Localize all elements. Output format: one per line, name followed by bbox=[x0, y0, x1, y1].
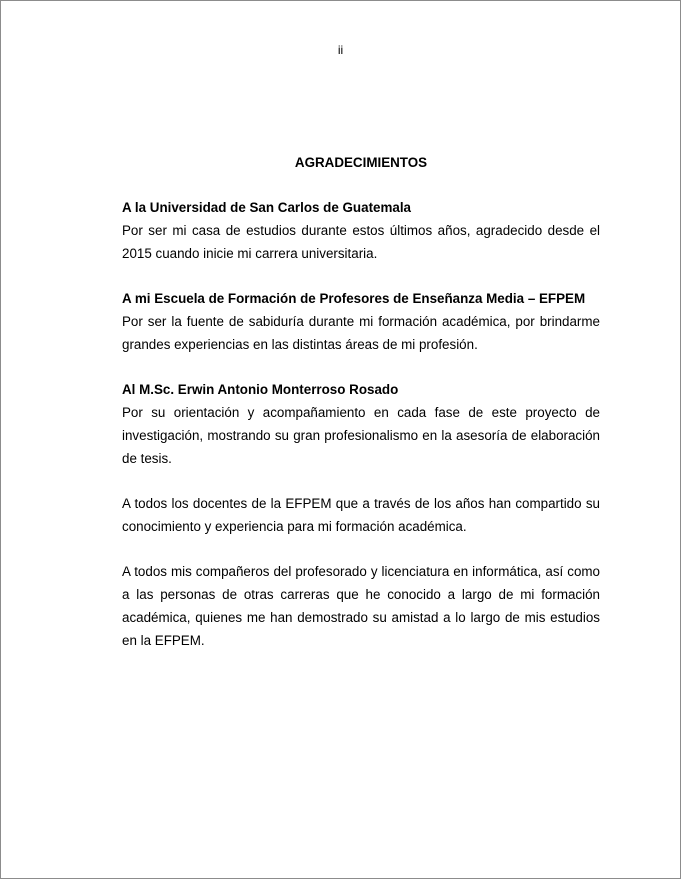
acknowledgements-content bbox=[122, 151, 600, 674]
acknowledgement-section bbox=[122, 196, 600, 265]
page-title: AGRADECIMIENTOS bbox=[294, 155, 428, 170]
acknowledgement-section bbox=[122, 378, 600, 470]
acknowledgement-paragraph bbox=[122, 492, 600, 538]
section-heading: Al M.Sc. Erwin Antonio Monterroso Rosado bbox=[122, 382, 399, 397]
section-heading: A mi Escuela de Formación de Profesores de Enseñanza Media – EFPEM bbox=[122, 291, 586, 306]
section-text: Por ser mi casa de estudios durante estos últimos años, agradecido desde el 2015 cuando inicie mi carrera universitaria. bbox=[122, 223, 600, 261]
paragraph-text: A todos mis compañeros del profesorado y licenciatura en informática, así como a las personas de otras carreras que he conocido a largo de mi formación académica, quienes me han demostrado su amistad a lo largo de mis estudios en la EFPEM. bbox=[122, 564, 600, 648]
section-text: Por su orientación y acompañamiento en cada fase de este proyecto de investigación, mostrando su gran profesionalismo en la asesoría de elaboración de tesis. bbox=[122, 405, 600, 466]
acknowledgement-paragraph bbox=[122, 560, 600, 652]
acknowledgement-section bbox=[122, 287, 600, 356]
section-heading: A la Universidad de San Carlos de Guatemala bbox=[122, 200, 411, 215]
paragraph-text: A todos los docentes de la EFPEM que a través de los años han compartido su conocimiento y experiencia para mi formación académica. bbox=[122, 496, 600, 534]
section-text: Por ser la fuente de sabiduría durante mi formación académica, por brindarme grandes experiencias en las distintas áreas de mi profesión. bbox=[122, 314, 600, 352]
page-number: ii bbox=[337, 43, 344, 57]
